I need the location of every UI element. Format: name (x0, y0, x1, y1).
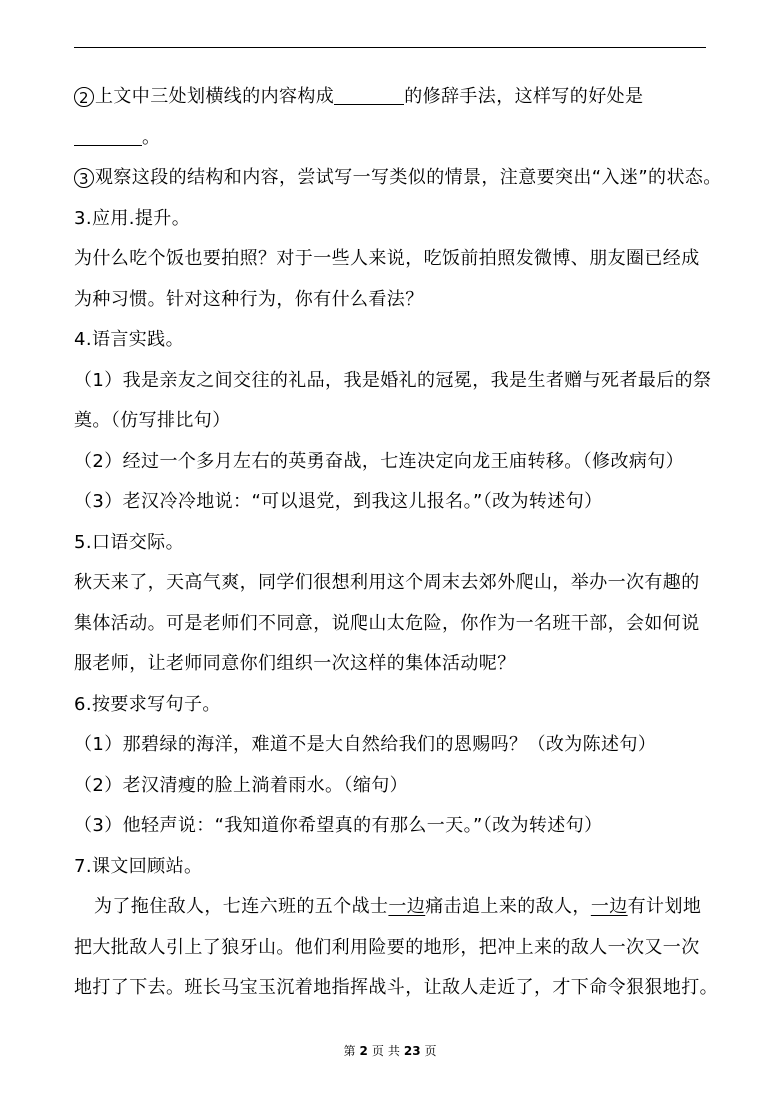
current-page-number: 2 (359, 1044, 368, 1058)
question-2-line1: 2 上文中三处划横线的内容构成 的修辞手法，这样写的好处是 (74, 77, 714, 118)
section-4-item-3: （3）老汉冷冷地说：“可以退党，到我这儿报名。”（改为转述句） (74, 491, 603, 512)
section-3-text: 为种习惯。针对这种行为，你有什么看法？ (74, 288, 424, 310)
answer-blank[interactable] (74, 127, 142, 146)
section-7-paragraph-line2: 把大批敌人引上了狼牙山。他们利用险要的地形，把冲上来的敌人一次又一次 (74, 936, 700, 958)
section-5-text: 秋天来了，天高气爽，同学们很想利用这个周末去郊外爬山，举办一次有趣的 (74, 572, 700, 593)
question-2-line2: 。 (74, 118, 714, 159)
section-4-item-2: （2）经过一个多月左右的英勇奋战，七连决定向龙王庙转移。（修改病句） (74, 450, 685, 472)
section-7-paragraph-line3: 地打了下去。班长马宝玉沉着地指挥战斗，让敌人走近了，才下命令狠狠地打。 (74, 977, 718, 998)
page-content (74, 77, 722, 1009)
section-5-heading: 5.口语交际。 (74, 531, 184, 553)
answer-blank[interactable] (334, 86, 404, 105)
section-4-item-1: （1）我是亲友之间交往的礼品，我是婚礼的冠冕，我是生者赠与死者最后的祭 (74, 369, 712, 391)
section-5-text: 服老师，让老师同意你们组织一次这样的集体活动呢？ (74, 653, 516, 674)
question-3: 3 观察这段的结构和内容，尝试写一写类似的情景，注意要突出“入迷”的状态。 (74, 158, 714, 199)
section-5-text: 集体活动。可是老师们不同意，说爬山太危险，你作为一名班干部，会如何说 (74, 612, 700, 634)
section-6-heading: 6.按要求写句子。 (74, 693, 221, 715)
section-6-item-2: （2）老汉清瘦的脸上淌着雨水。（缩句） (74, 774, 409, 796)
underlined-phrase: 一边 (388, 896, 426, 917)
section-3-heading: 3.应用.提升。 (74, 207, 191, 229)
underlined-phrase: 一边 (590, 896, 628, 917)
circled-number-3: 3 (74, 168, 94, 188)
section-7-heading: 7.课文回顾站。 (74, 855, 203, 877)
section-4-item-1-cont: 奠。（仿写排比句） (74, 410, 231, 431)
circled-number-2: 2 (74, 87, 94, 107)
page-footer: 第 2 页 共 23 页 (343, 1044, 437, 1058)
header-rule (74, 47, 706, 48)
section-3-text: 为什么吃个饭也要拍照？对于一些人来说，吃饭前拍照发微博、朋友圈已经成 (74, 248, 700, 269)
section-7-paragraph-line1: 为了拖住敌人，七连六班的五个战士一边痛击追上来的敌人，一边有计划地 (94, 896, 702, 917)
section-6-item-1: （1）那碧绿的海洋，难道不是大自然给我们的恩赐吗？（改为陈述句） (74, 734, 657, 755)
section-4-heading: 4.语言实践。 (74, 329, 184, 350)
total-page-count: 23 (403, 1044, 421, 1058)
section-6-item-3: （3）他轻声说：“我知道你希望真的有那么一天。”（改为转述句） (74, 815, 603, 836)
